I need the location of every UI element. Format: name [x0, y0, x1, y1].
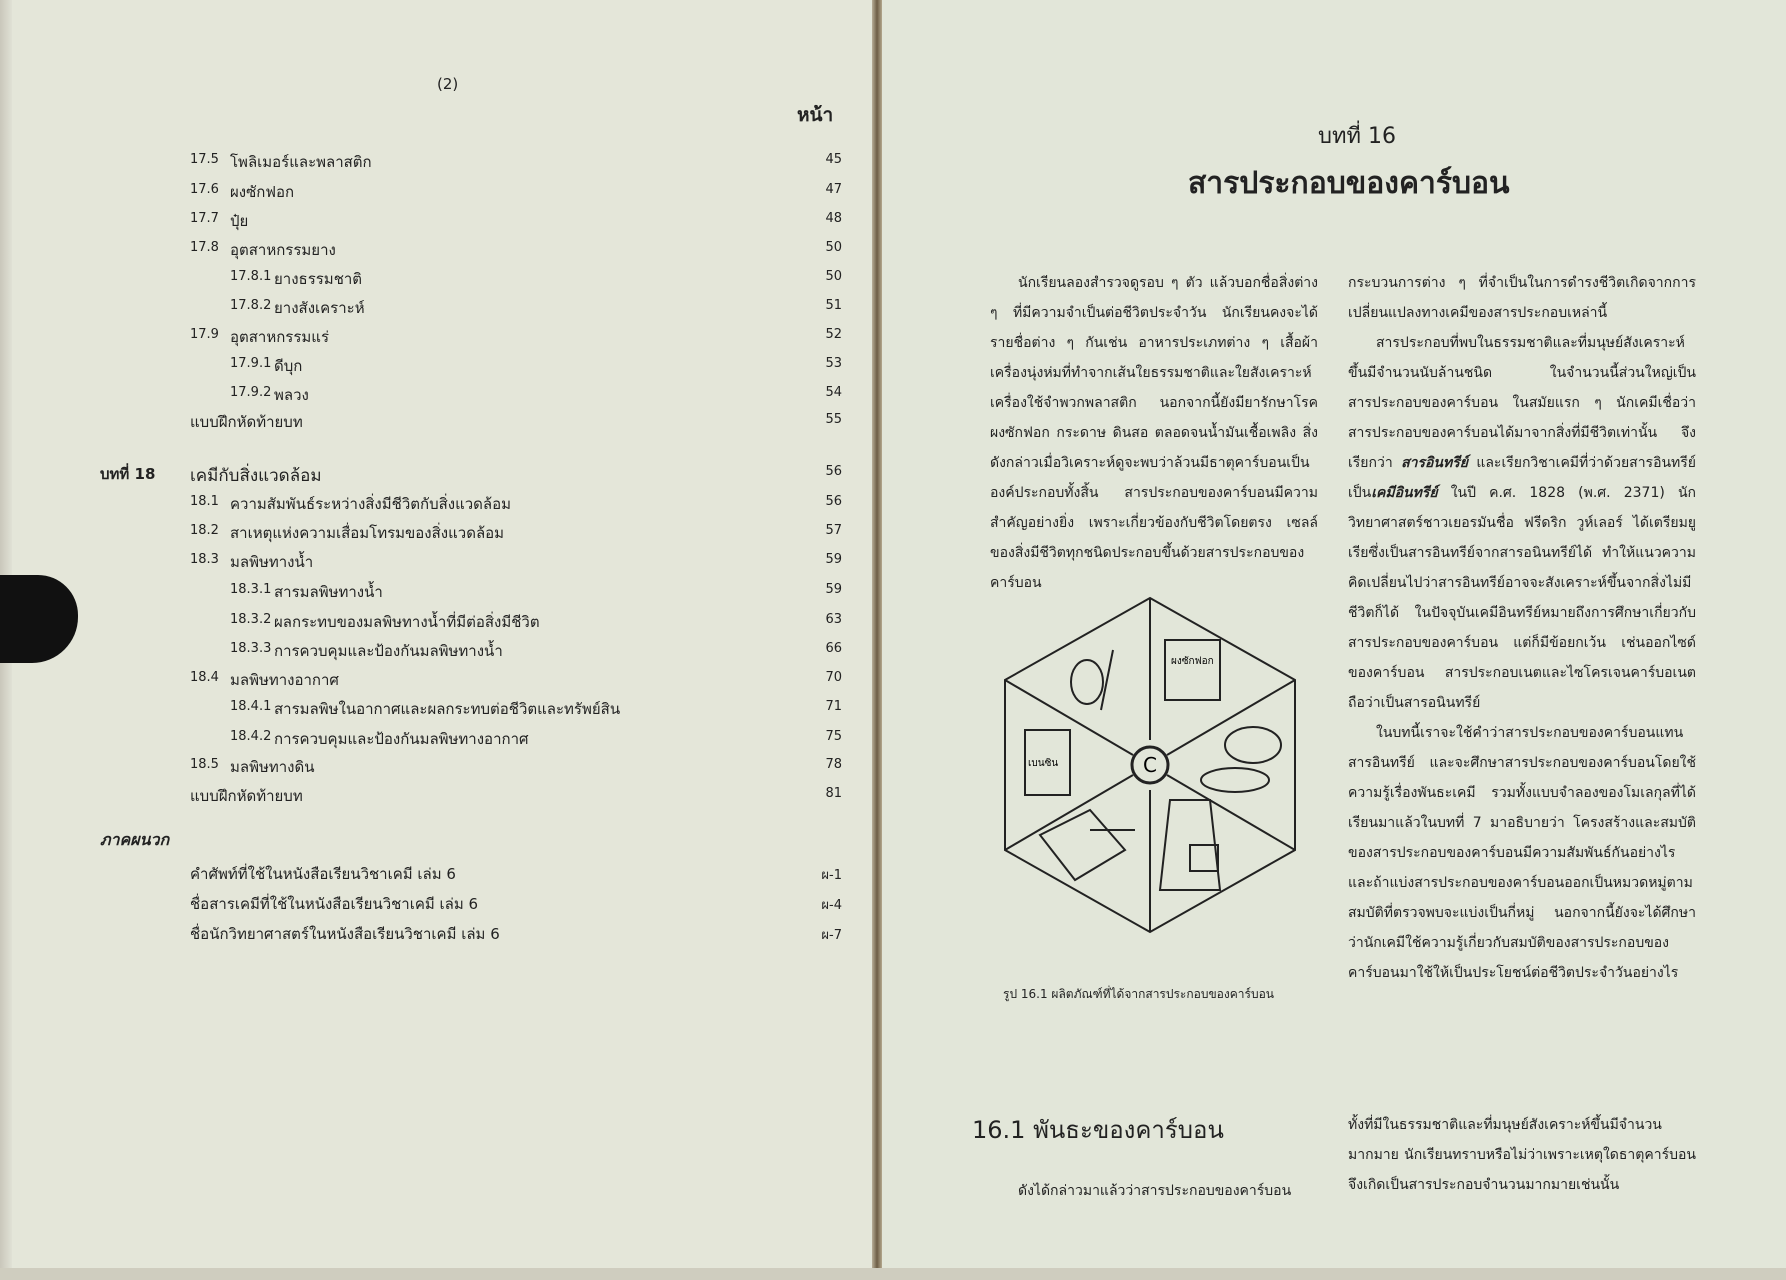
toc-page: 55	[825, 412, 842, 427]
toc-title: แบบฝึกหัดท้ายบท	[190, 787, 303, 805]
toc-page: 81	[825, 786, 842, 801]
toc-page: 78	[825, 757, 842, 772]
toc-row	[12, 610, 872, 634]
paragraph: นักเรียนลองสำรวจดูรอบ ๆ ตัว แล้วบอกชื่อสิ่งต่าง ๆ ที่มีความจำเป็นต่อชีวิตประจำวัน นักเรียนคงจะได้รายชื่อต่าง ๆ กันเช่น อาหารประเภทต่าง ๆ เสื้อผ้าเครื่องนุ่งห่มที่ทำจากเส้นใยธรรมชาติและใยสังเคราะห์ เครื่องใช้จำพวกพลาสติก นอกจากนี้ยังมียารักษาโรค ผงซักฟอก กระดาษ ดินสอ ตลอดจนน้ำมันเชื้อเพลิง สิ่งดังกล่าวเมื่อวิเคราะห์ดูจะพบว่าล้วนมีธาตุคาร์บอนเป็นองค์ประกอบทั้งสิ้น สารประกอบของคาร์บอนมีความสำคัญอย่างยิ่ง เพราะเกี่ยวข้องกับชีวิตโดยตรง เซลล์ของสิ่งมีชีวิตทุกชนิดประกอบขึ้นด้วยสารประกอบของคาร์บอน	[990, 275, 1318, 591]
toc-number: 17.8.1	[230, 269, 272, 284]
toc-title: อุตสาหกรรมแร่	[230, 328, 330, 346]
toc-page: 56	[825, 464, 842, 479]
text-run: และเรียกวิชาเคมีที่ว่าด้วยสารอินทรีย์เป็น	[1348, 455, 1697, 501]
emphasis-term: สารอินทรีย์	[1401, 455, 1468, 471]
toc-row	[12, 267, 872, 291]
toc-number: 17.6	[190, 182, 219, 197]
detergent-label: ผงซักฟอก	[1171, 656, 1214, 667]
frying-pan-icon	[1071, 660, 1103, 704]
toc-number: 17.7	[190, 211, 219, 226]
toc-number: 18.3.2	[230, 612, 272, 627]
appendix-row	[12, 892, 872, 916]
toc-page: 70	[825, 670, 842, 685]
toc-page: 54	[825, 385, 842, 400]
toc-title: พลวง	[274, 386, 309, 404]
paragraph	[1348, 328, 1696, 718]
handbag-icon	[1190, 845, 1218, 871]
page-number: (2)	[437, 75, 459, 93]
carbon-products-figure	[995, 590, 1305, 940]
toc-number: 18.3.3	[230, 641, 272, 656]
emphasis-term: เคมีอินทรีย์	[1371, 485, 1438, 501]
toc-number: 18.1	[190, 494, 219, 509]
toc-row	[12, 383, 872, 407]
text-run: สารประกอบที่พบในธรรมชาติและที่มนุษย์สังเคราะห์ขึ้นมีจำนวนนับล้านชนิด ในจำนวนนี้ส่วนใหญ่เป็นสารประกอบของคาร์บอน ในสมัยแรก ๆ นักเคมีเชื่อว่าสารประกอบของคาร์บอนได้มาจากสิ่งที่มีชีวิตเท่านั้น จึงเรียกว่า	[1348, 335, 1696, 471]
appendix-page: ผ-7	[821, 928, 842, 943]
toc-row	[12, 238, 872, 262]
benzene-label: เบนซิน	[1028, 758, 1059, 769]
toc-page: 56	[825, 494, 842, 509]
toc-row	[12, 697, 872, 721]
toc-row	[12, 639, 872, 663]
appendix-title: คำศัพท์ที่ใช้ในหนังสือเรียนวิชาเคมี เล่ม 6	[190, 865, 456, 883]
toc-row	[12, 492, 872, 516]
toc-page: 50	[825, 269, 842, 284]
toc-number: 18.4.2	[230, 729, 272, 744]
toc-title: อุตสาหกรรมยาง	[230, 241, 336, 259]
toc-page: 75	[825, 729, 842, 744]
paragraph: ในบทนี้เราจะใช้คำว่าสารประกอบของคาร์บอนแทนสารอินทรีย์ และจะศึกษาสารประกอบของคาร์บอนโดยใช้ความรู้เรื่องพันธะเคมี รวมทั้งแบบจำลองของโมเลกุลที่ได้เรียนมาแล้วในบทที่ 7 มาอธิบายว่า โครงสร้างและสมบัติของสารประกอบของคาร์บอนมีความสัมพันธ์กันอย่างไร และถ้าแบ่งสารประกอบของคาร์บอนออกเป็นหมวดหมู่ตามสมบัติที่ตรวจพบจะแบ่งเป็นกี่หมู่ นอกจากนี้ยังจะได้ศึกษาว่านักเคมีใช้ความรู้เกี่ยวกับสมบัติของสารประกอบของคาร์บอนมาใช้ให้เป็นประโยชน์ต่อชีวิตประจำวันอย่างไร	[1348, 725, 1696, 981]
chapter-title: สารประกอบของคาร์บอน	[1188, 166, 1510, 201]
toc-row	[12, 180, 872, 204]
toc-number: 18.5	[190, 757, 219, 772]
toc-page: 59	[825, 582, 842, 597]
toc-row	[12, 755, 872, 779]
paragraph: ดังได้กล่าวมาแล้วว่าสารประกอบของคาร์บอน	[1018, 1183, 1292, 1199]
text-column-1	[990, 268, 1318, 598]
toc-number: 18.2	[190, 523, 219, 538]
toc-number: 17.5	[190, 152, 219, 167]
appendix-heading: ภาคผนวก	[100, 830, 170, 849]
plate-icon	[1225, 727, 1281, 763]
toc-row	[12, 150, 872, 174]
toc-row	[12, 521, 872, 545]
toc-row	[12, 209, 872, 233]
toc-title: การควบคุมและป้องกันมลพิษทางอากาศ	[274, 730, 529, 748]
bowl-icon	[1201, 768, 1269, 792]
toc-page: 51	[825, 298, 842, 313]
toc-title: ยางธรรมชาติ	[274, 270, 363, 288]
toc-title: มลพิษทางน้ำ	[230, 553, 314, 571]
toc-row	[12, 462, 872, 486]
toc-page: 63	[825, 612, 842, 627]
text-column-2	[1348, 268, 1696, 988]
toc-title: ปุ๋ย	[230, 212, 249, 230]
toc-row	[12, 550, 872, 574]
toc-page: 48	[825, 211, 842, 226]
toc-page: 57	[825, 523, 842, 538]
toc-row	[12, 784, 872, 808]
toc-number: 18.3	[190, 552, 219, 567]
carbon-symbol: C	[1143, 753, 1157, 777]
toc-title: มลพิษทางดิน	[230, 758, 315, 776]
toc-number: 17.9	[190, 327, 219, 342]
paragraph: ทั้งที่มีในธรรมชาติและที่มนุษย์สังเคราะห์ขึ้นมีจำนวนมากมาย นักเรียนทราบหรือไม่ว่าเพราะเหตุใดธาตุคาร์บอนจึงเกิดเป็นสารประกอบจำนวนมากมายเช่นนั้น	[1348, 1117, 1696, 1193]
toc-number: 18.4.1	[230, 699, 272, 714]
page-column-header: หน้า	[797, 104, 834, 126]
section-column-1	[990, 1176, 1318, 1206]
appendix-row	[12, 862, 872, 886]
toc-number: 17.9.1	[230, 356, 272, 371]
toc-row	[12, 727, 872, 751]
appendix-row	[12, 922, 872, 946]
toc-title: สารมลพิษในอากาศและผลกระทบต่อชีวิตและทรัพย์สิน	[274, 700, 621, 718]
table-edge	[0, 1268, 1786, 1280]
text-run: ในปี ค.ศ. 1828 (พ.ศ. 2371) นักวิทยาศาสตร์ชาวเยอรมันชื่อ ฟรีดริก วูห์เลอร์ ได้เตรียมยูเรียซึ่งเป็นสารอินทรีย์จากสารอนินทรีย์ได้ ทำให้แนวความคิดเปลี่ยนไปว่าสารอินทรีย์อาจจะสังเคราะห์ขึ้นจากสิ่งไม่มีชีวิตก็ได้ ในปัจจุบันเคมีอินทรีย์หมายถึงการศึกษาเกี่ยวกับสารประกอบของคาร์บอน แต่ก็มีข้อยกเว้น เช่นออกไซด์ของคาร์บอน สารประกอบเนตและไซโครเจนคาร์บอเนตถือว่าเป็นสารอนินทรีย์	[1348, 485, 1696, 711]
toc-number: 18.4	[190, 670, 219, 685]
paragraph: กระบวนการต่าง ๆ ที่จำเป็นในการดำรงชีวิตเกิดจากการเปลี่ยนแปลงทางเคมีของสารประกอบเหล่านี้	[1348, 275, 1696, 321]
toc-title: เคมีกับสิ่งแวดล้อม	[190, 466, 322, 486]
toc-page: 52	[825, 327, 842, 342]
paper-stack-icon	[1040, 810, 1125, 880]
left-page-contents	[12, 0, 872, 1280]
appendix-page: ผ-1	[821, 868, 842, 883]
toc-page: 66	[825, 641, 842, 656]
toc-title: ดีบุก	[274, 357, 303, 375]
toc-title: ความสัมพันธ์ระหว่างสิ่งมีชีวิตกับสิ่งแวดล้อม	[230, 495, 511, 513]
toc-row	[12, 410, 872, 434]
chapter-label: บทที่ 18	[100, 465, 156, 483]
appendix-title: ชื่อนักวิทยาศาสตร์ในหนังสือเรียนวิชาเคมี เล่ม 6	[190, 925, 500, 943]
toc-title: โพลิเมอร์และพลาสติก	[230, 153, 372, 171]
toc-page: 45	[825, 152, 842, 167]
toc-row	[12, 354, 872, 378]
figure-caption: รูป 16.1 ผลิตภัณฑ์ที่ได้จากสารประกอบของคาร์บอน	[1003, 987, 1274, 1001]
section-column-2	[1348, 1110, 1696, 1200]
toc-title: แบบฝึกหัดท้ายบท	[190, 413, 303, 431]
toc-number: 18.3.1	[230, 582, 272, 597]
toc-title: สารมลพิษทางน้ำ	[274, 583, 383, 601]
chapter-number: บทที่ 16	[1318, 124, 1396, 149]
toc-page: 53	[825, 356, 842, 371]
toc-page: 71	[825, 699, 842, 714]
toc-title: ผลกระทบของมลพิษทางน้ำที่มีต่อสิ่งมีชีวิต	[274, 613, 540, 631]
appendix-page: ผ-4	[821, 898, 842, 913]
section-title: 16.1 พันธะของคาร์บอน	[972, 1116, 1224, 1144]
toc-title: ยางสังเคราะห์	[274, 299, 365, 317]
toc-number: 17.9.2	[230, 385, 272, 400]
toc-row	[12, 668, 872, 692]
toc-row	[12, 296, 872, 320]
detergent-box-icon	[1165, 640, 1220, 700]
toc-title: ผงซักฟอก	[230, 183, 295, 201]
toc-number: 17.8.2	[230, 298, 272, 313]
toc-row	[12, 325, 872, 349]
toc-row	[12, 580, 872, 604]
toc-title: มลพิษทางอากาศ	[230, 671, 339, 689]
toc-title: การควบคุมและป้องกันมลพิษทางน้ำ	[274, 642, 503, 660]
toc-page: 59	[825, 552, 842, 567]
toc-number: 17.8	[190, 240, 219, 255]
toc-page: 47	[825, 182, 842, 197]
toc-page: 50	[825, 240, 842, 255]
appendix-title: ชื่อสารเคมีที่ใช้ในหนังสือเรียนวิชาเคมี เล่ม 6	[190, 895, 479, 913]
book-gutter	[872, 0, 882, 1280]
toc-title: สาเหตุแห่งความเสื่อมโทรมของสิ่งแวดล้อม	[230, 524, 505, 542]
